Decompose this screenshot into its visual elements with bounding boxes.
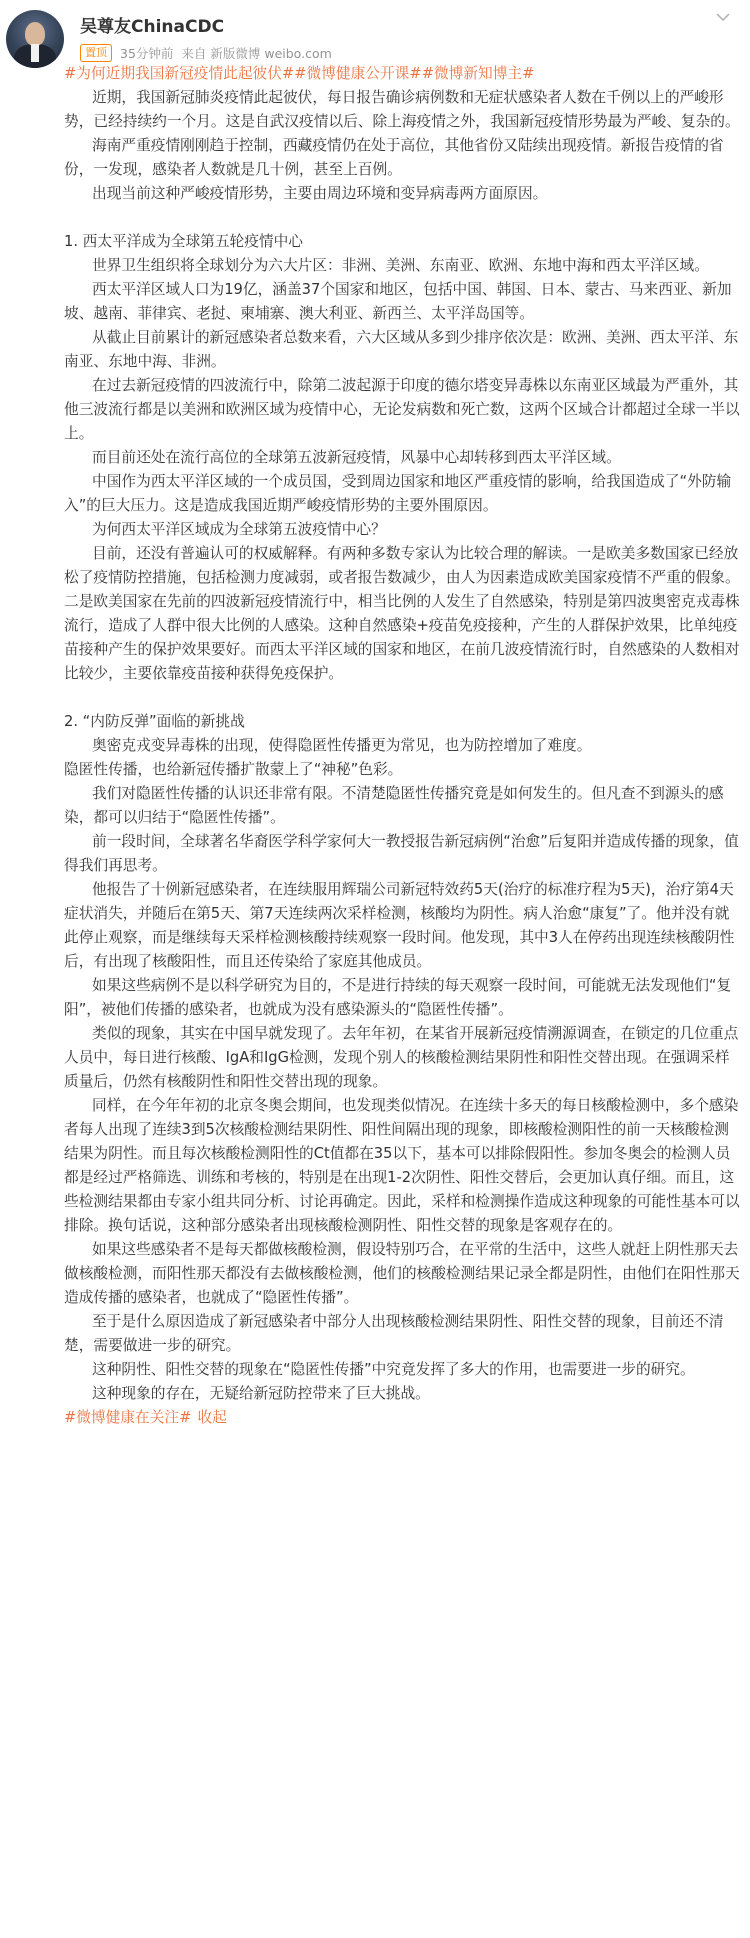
chevron-down-icon[interactable] [708, 6, 738, 28]
paragraph: 奥密克戎变异毒株的出现，使得隐匿性传播更为常见，也为防控增加了难度。 [92, 737, 592, 754]
paragraph: 在过去新冠疫情的四波流行中，除第二波起源于印度的德尔塔变异毒株以东南亚区域最为严重外，其他三波流行都是以美洲和欧洲区域为疫情中心，无论发病数和死亡数，这两个区域合计都超过全球一半以上。 [64, 377, 740, 442]
post-meta [80, 43, 332, 63]
post-footer [64, 1406, 740, 1430]
paragraph: 类似的现象，其实在中国早就发现了。去年年初，在某省开展新冠疫情溯源调查，在锁定的几位重点人员中，每日进行核酸、IgA和IgG检测，发现个别人的核酸检测结果阴性和阳性交替出现。在强调采样质量后，仍然有核酸阴性和阳性交替出现的现象。 [64, 1025, 739, 1090]
topic-link[interactable]: #微博健康公开课# [294, 65, 422, 82]
paragraph: 海南严重疫情刚刚趋于控制，西藏疫情仍在处于高位，其他省份又陆续出现疫情。新报告疫情的省份，一发现，感染者人数就是几十例，甚至上百例。 [64, 137, 724, 178]
paragraph: 这种阴性、阳性交替的现象在“隐匿性传播”中究竟发挥了多大的作用，也需要进一步的研究。 [92, 1361, 695, 1378]
paragraph: 至于是什么原因造成了新冠感染者中部分人出现核酸检测结果阴性、阳性交替的现象，目前还不清楚，需要做进一步的研究。 [64, 1313, 724, 1354]
paragraph: 世界卫生组织将全球划分为六大片区：非洲、美洲、东南亚、欧洲、东地中海和西太平洋区域。 [92, 257, 709, 274]
paragraph: 为何西太平洋区域成为全球第五波疫情中心？ [92, 521, 386, 538]
paragraph: 而目前还处在流行高位的全球第五波新冠疫情，风暴中心却转移到西太平洋区域。 [92, 449, 621, 466]
paragraph: 他报告了十例新冠感染者，在连续服用辉瑞公司新冠特效药5天(治疗的标准疗程为5天)，治疗第4天症状消失，并随后在第5天、第7天连续两次采样检测，核酸均为阴性。病人治愈“康复”了。他并没有就此停止观察，而是继续每天采样检测核酸持续观察一段时间。他发现，其中3人在停药出现连续核酸阴性后，有出现了核酸阳性，而且还传染给了家庭其他成员。 [64, 881, 735, 970]
post-source: 来自 新版微博 weibo.com [181, 46, 332, 61]
paragraph: 近期，我国新冠肺炎疫情此起彼伏，每日报告确诊病例数和无症状感染者人数在千例以上的严峻形势，已经持续约一个月。这是自武汉疫情以后、除上海疫情之外，我国新冠疫情形势最为严峻、复杂的。 [64, 89, 740, 130]
post-content [64, 62, 740, 1430]
paragraph: 中国作为西太平洋区域的一个成员国，受到周边国家和地区严重疫情的影响，给我国造成了“外防输入”的巨大压力。这是造成我国近期严峻疫情形势的主要外围原因。 [64, 473, 732, 514]
paragraph: 这种现象的存在，无疑给新冠防控带来了巨大挑战。 [92, 1385, 430, 1402]
paragraph: 前一段时间，全球著名华裔医学科学家何大一教授报告新冠病例“治愈”后复阳并造成传播的现象，值得我们再思考。 [64, 833, 739, 874]
post-time[interactable]: 35分钟前 [120, 46, 174, 61]
paragraph: 我们对隐匿性传播的认识还非常有限。不清楚隐匿性传播究竟是如何发生的。但凡查不到源头的感染，都可以归结于“隐匿性传播”。 [64, 785, 724, 826]
paragraph: 如果这些感染者不是每天都做核酸检测，假设特别巧合，在平常的生活中，这些人就赶上阴性那天去做核酸检测，而阳性那天都没有去做核酸检测，他们的核酸检测结果记录全都是阴性，由他们在阳性那天造成传播的感染者，也就成了“隐匿性传播”。 [64, 1241, 740, 1306]
avatar-face [25, 22, 45, 46]
section-heading: 1. 西太平洋成为全球第五轮疫情中心 [64, 233, 303, 250]
topic-link[interactable]: #微博健康在关注# [64, 1409, 192, 1426]
avatar-shirt [31, 44, 39, 62]
paragraph: 目前，还没有普遍认可的权威解释。有两种多数专家认为比较合理的解读。一是欧美多数国家已经放松了疫情防控措施，包括检测力度减弱，或者报告数减少，由人为因素造成欧美国家疫情不严重的假象。二是欧美国家在先前的四波新冠疫情流行中，相当比例的人发生了自然感染，特别是第四波奥密克戎毒株流行，造成了人群中很大比例的人感染。这种自然感染+疫苗免疫接种，产生的人群保护效果，比单纯疫苗接种产生的保护效果要好。而西太平洋区域的国家和地区，在前几波疫情流行时，自然感染的人数相对比较少，主要依靠疫苗接种获得免疫保护。 [64, 545, 740, 682]
paragraph: 西太平洋区域人口为19亿，涵盖37个国家和地区，包括中国、韩国、日本、蒙古、马来西亚、新加坡、越南、菲律宾、老挝、柬埔寨、澳大利亚、新西兰、太平洋岛国等。 [64, 281, 732, 322]
topic-links [64, 62, 740, 86]
collapse-button[interactable]: 收起 [197, 1409, 227, 1426]
section-heading: 2. “内防反弹”面临的新挑战 [64, 713, 245, 730]
paragraph: 如果这些病例不是以科学研究为目的，不是进行持续的每天观察一段时间，可能就无法发现他们“复阳”，被他们传播的感染者，也就成为没有感染源头的“隐匿性传播”。 [64, 977, 732, 1018]
paragraph: 隐匿性传播，也给新冠传播扩散蒙上了“神秘”色彩。 [64, 761, 403, 778]
avatar[interactable] [6, 10, 64, 68]
pinned-badge: 置顶 [80, 44, 112, 62]
author-name[interactable]: 吴尊友ChinaCDC [80, 17, 225, 37]
paragraph: 同样，在今年年初的北京冬奥会期间，也发现类似情况。在连续十多天的每日核酸检测中，多个感染者每人出现了连续3到5次核酸检测结果阴性、阳性间隔出现的现象，即核酸检测阳性的前一天核酸检测结果为阴性。而且每次核酸检测阳性的Ct值都在35以下，基本可以排除假阳性。参加冬奥会的检测人员都是经过严格筛选、训练和考核的，特别是在出现1-2次阴性、阳性交替后，会更加认真仔细。而且，这些检测结果都由专家小组共同分析、讨论再确定。因此，采样和检测操作造成这种现象的可能性基本可以排除。换句话说，这种部分感染者出现核酸检测阴性、阳性交替的现象是客观存在的。 [64, 1097, 740, 1234]
paragraph: 从截止目前累计的新冠感染者总数来看，六大区域从多到少排序依次是：欧洲、美洲、西太平洋、东南亚、东地中海、非洲。 [64, 329, 739, 370]
topic-link[interactable]: #为何近期我国新冠疫情此起彼伏# [64, 65, 295, 82]
topic-link[interactable]: #微博新知博主# [421, 65, 535, 82]
paragraph: 出现当前这种严峻疫情形势，主要由周边环境和变异病毒两方面原因。 [92, 185, 548, 202]
